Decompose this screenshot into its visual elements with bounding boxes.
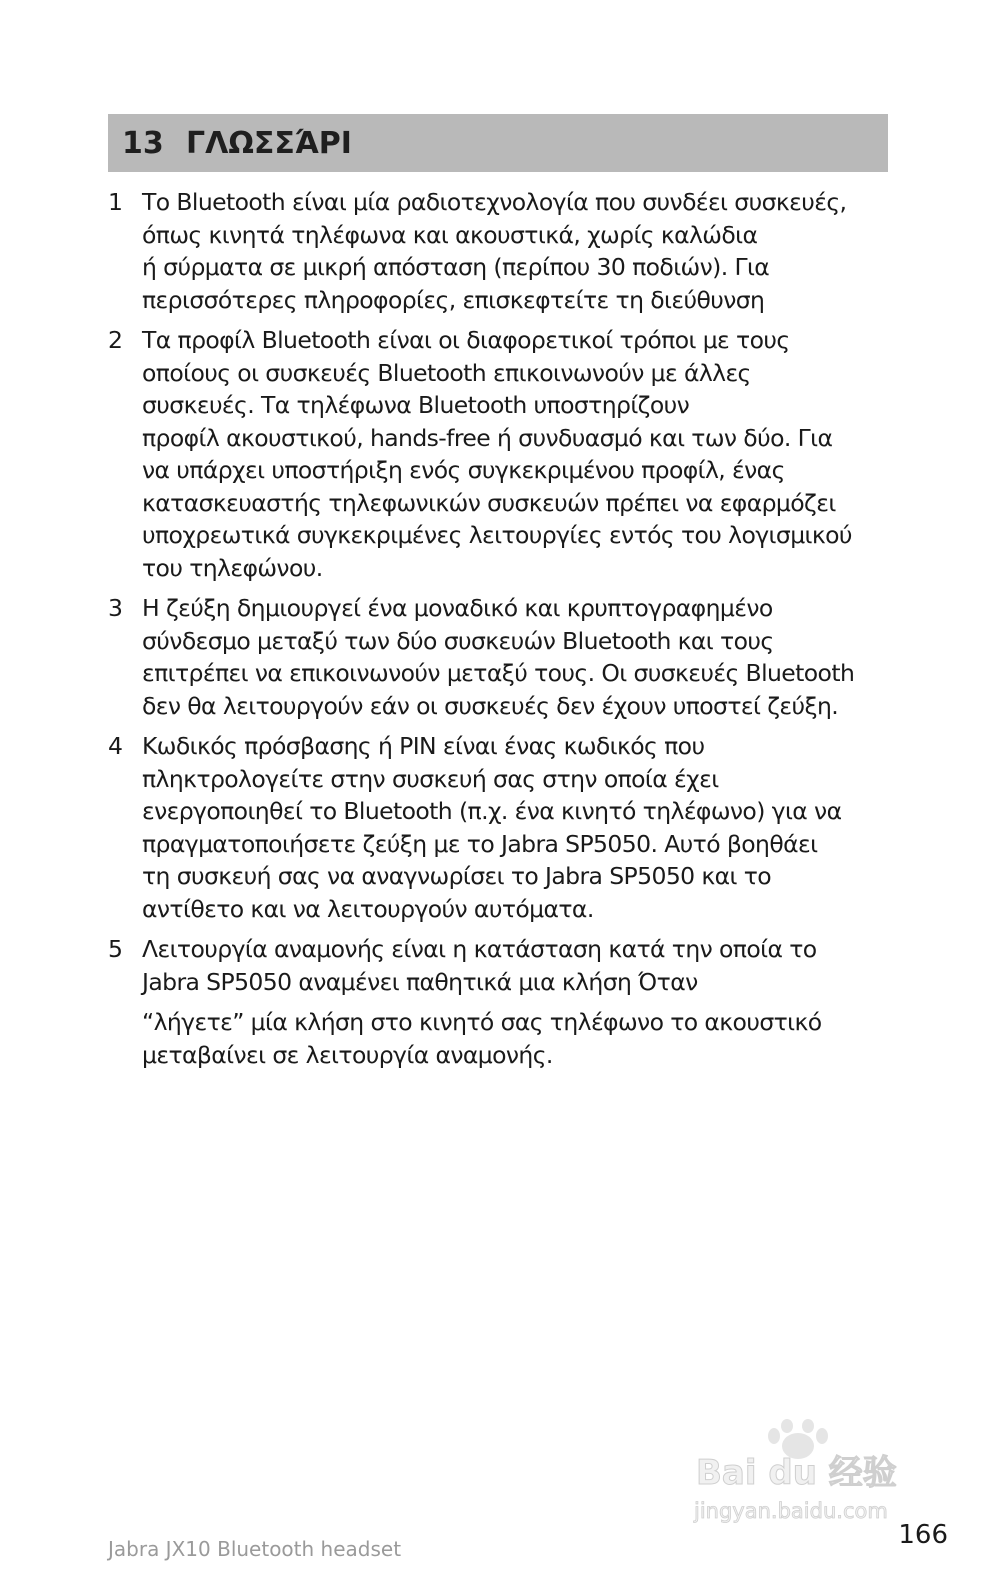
item-text-line: του τηλεφώνου. xyxy=(142,553,323,582)
item-text-line: κατασκευαστής τηλεφωνικών συσκευών πρέπει να εφαρμόζει xyxy=(142,488,836,517)
item-number: 2 xyxy=(108,326,123,354)
item-text-line: Τα προφίλ Bluetooth είναι οι διαφορετικοί τρόποι με τους xyxy=(142,326,790,354)
item-text-line: περισσότερες πληροφορίες, επισκεφτείτε τη διεύθυνση xyxy=(142,285,765,314)
item-text-line: συσκευές. Τα τηλέφωνα Bluetooth υποστηρίζουν xyxy=(142,391,690,419)
item-text-line: Το Bluetooth είναι μία ραδιοτεχνολογία που συνδέει συσκευές, xyxy=(142,188,847,216)
chapter-number: 13 xyxy=(122,125,164,161)
item-number: 3 xyxy=(108,594,123,622)
chapter-title: ΓΛΩΣΣΆΡΙ xyxy=(186,125,352,161)
item-text-line: δεν θα λειτουργούν εάν οι συσκευές δεν έχουν υποστεί ζεύξη. xyxy=(142,691,839,720)
glossary-item-4 xyxy=(108,730,888,925)
item-text-line: “λήγετε” μία κλήση στο κινητό σας τηλέφωνο το ακουστικό xyxy=(142,1008,822,1036)
item-text-line: επιτρέπει να επικοινωνούν μεταξύ τους. Οι συσκευές Bluetooth xyxy=(142,659,855,687)
footer-doc-title: Jabra JX10 Bluetooth headset xyxy=(108,1537,402,1561)
item-text-line: Κωδικός πρόσβασης ή PIN είναι ένας κωδικός που xyxy=(142,732,705,760)
glossary-list xyxy=(108,186,888,1079)
glossary-item-2 xyxy=(108,324,888,584)
item-text-line: αντίθετο και να λειτουργούν αυτόματα. xyxy=(142,894,594,923)
watermark-url: jingyan.baidu.com xyxy=(694,1499,888,1523)
glossary-item-3 xyxy=(108,592,888,722)
watermark-logo-text: Bai du 经验 xyxy=(696,1453,897,1493)
item-text-line: όπως κινητά τηλέφωνα και ακουστικά, χωρίς καλώδια xyxy=(142,220,758,249)
item-text-line: πραγματοποιήσετε ζεύξη με το Jabra SP5050. Αυτό βοηθάει xyxy=(142,829,818,858)
item-text-line: ή σύρματα σε μικρή απόσταση (περίπου 30 ποδιών). Για xyxy=(142,253,770,281)
baidu-watermark-logo xyxy=(690,1418,912,1530)
item-number: 5 xyxy=(108,935,123,963)
item-text-line: υποχρεωτικά συγκεκριμένες λειτουργίες εντός του λογισμικού xyxy=(142,521,852,549)
item-text-line: μεταβαίνει σε λειτουργία αναμονής. xyxy=(142,1040,553,1069)
page-number: 166 xyxy=(898,1520,948,1550)
item-text-line: σύνδεσμο μεταξύ των δύο συσκευών Bluetooth και τους xyxy=(142,626,774,655)
item-text-line: Jabra SP5050 αναμένει παθητικά μια κλήση Όταν xyxy=(142,967,698,996)
item-text-line: πληκτρολογείτε στην συσκευή σας στην οποία έχει xyxy=(142,764,719,793)
item-number: 1 xyxy=(108,188,123,216)
item-text-line: να υπάρχει υποστήριξη ενός συγκεκριμένου προφίλ, ένας xyxy=(142,456,785,484)
item-text-line: ενεργοποιηθεί το Bluetooth (π.χ. ένα κινητό τηλέφωνο) για να xyxy=(142,797,842,825)
item-text-line: Η ζεύξη δημιουργεί ένα μοναδικό και κρυπτογραφημένο xyxy=(142,594,773,622)
glossary-item-1 xyxy=(108,186,888,316)
item-text-line: Λειτουργία αναμονής είναι η κατάσταση κατά την οποία το xyxy=(142,935,817,963)
glossary-item-5 xyxy=(108,933,888,1071)
item-text-line: προφίλ ακουστικού, hands-free ή συνδυασμό και των δύο. Για xyxy=(142,423,833,452)
item-text-line: τη συσκευή σας να αναγνωρίσει το Jabra SP5050 και το xyxy=(142,862,772,890)
item-number: 4 xyxy=(108,732,123,760)
chapter-header xyxy=(108,114,888,172)
item-text-line: οποίους οι συσκευές Bluetooth επικοινωνούν με άλλες xyxy=(142,358,751,387)
